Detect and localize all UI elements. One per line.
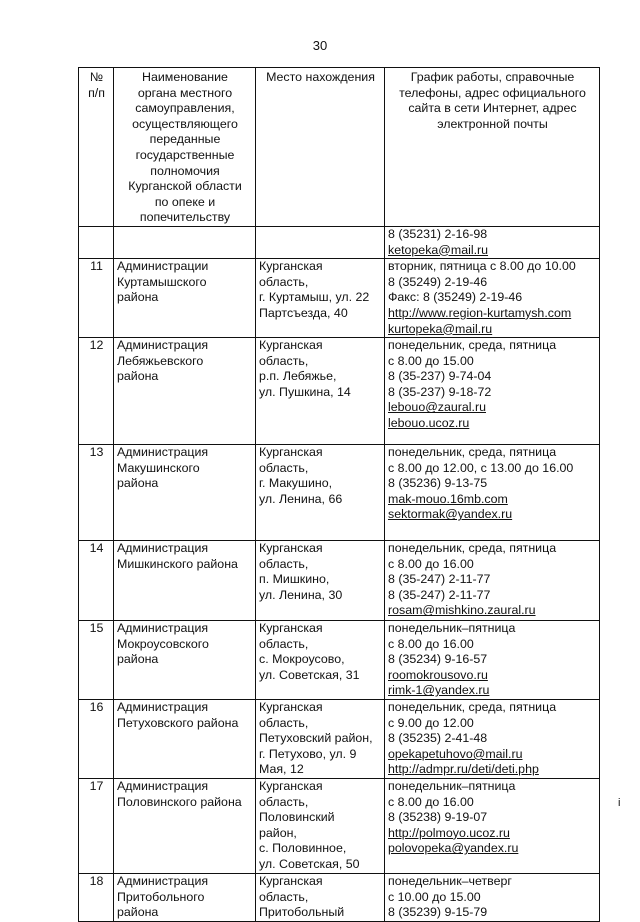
schedule-contacts-line: 8 (35236) 9-13-75	[388, 476, 488, 491]
header-line: переданные	[149, 132, 221, 147]
row-number: 17	[79, 779, 114, 874]
location-line: область,	[259, 889, 309, 904]
guardianship-authorities-table	[78, 67, 600, 922]
schedule-contacts-line: opekapetuhovo@mail.ru	[388, 746, 523, 761]
table-row	[79, 338, 600, 445]
authority-name-line: Петуховского района	[117, 715, 239, 730]
schedule-contacts-line: с 8.00 до 16.00	[388, 556, 474, 571]
location-line: г. Макушино,	[259, 476, 333, 491]
location-line: Курганская	[259, 874, 323, 889]
location-line: область,	[259, 274, 309, 289]
schedule-contacts-line: с 8.00 до 15.00	[388, 353, 474, 368]
schedule-contacts-line: понедельник–четверг	[388, 874, 512, 889]
header-line: полномочия	[150, 163, 220, 178]
table-row	[79, 779, 600, 874]
location-line: г. Петухово, ул. 9	[259, 746, 357, 761]
authority-name-line: Администрация	[117, 779, 209, 794]
location-line: Курганская	[259, 338, 323, 353]
row-number	[79, 226, 114, 258]
header-line: попечительству	[139, 210, 231, 225]
authority-name-line: Макушинского	[117, 460, 200, 475]
authority-name-line: Администрация	[117, 621, 209, 636]
schedule-contacts-line: mak-mouo.16mb.com	[388, 491, 508, 506]
location-cell	[256, 621, 385, 700]
header-number	[79, 68, 114, 227]
location-line: район,	[259, 825, 297, 840]
header-line: телефоны, адрес официального	[399, 85, 586, 100]
schedule-contacts-line: 8 (35-237) 9-18-72	[388, 384, 492, 399]
row-number: 18	[79, 874, 114, 922]
table-header-row	[79, 68, 600, 227]
schedule-contacts-line: http://polmoyo.ucoz.ru	[388, 825, 510, 840]
schedule-contacts-line: kurtopeka@mail.ru	[388, 321, 493, 336]
header-schedule-contacts	[385, 68, 600, 227]
location-line: Курганская	[259, 541, 323, 556]
schedule-contacts-line: 8 (35-237) 9-74-04	[388, 369, 492, 384]
authority-name-line: района	[117, 369, 159, 384]
schedule-contacts-line: 8 (35234) 9-16-57	[388, 652, 488, 667]
row-number: 14	[79, 541, 114, 621]
authority-name-line: Мишкинского района	[117, 556, 238, 571]
location-line: Притобольный	[259, 905, 345, 920]
header-line: осуществляющего	[132, 116, 238, 131]
location-line: Партсъезда, 40	[259, 305, 348, 320]
header-location	[256, 68, 385, 227]
schedule-contacts-cell	[385, 874, 600, 922]
location-line: область,	[259, 460, 309, 475]
schedule-contacts-line: http://www.region-kurtamysh.com	[388, 305, 572, 320]
header-line: №	[89, 70, 104, 84]
schedule-contacts-line: lebouo@zaural.ru	[388, 400, 486, 415]
location-line: п. Мишкино,	[259, 572, 330, 587]
schedule-contacts-cell	[385, 541, 600, 621]
location-line: область,	[259, 556, 309, 571]
schedule-contacts-line: с 8.00 до 12.00, с 13.00 до 16.00	[388, 460, 574, 475]
schedule-contacts-line: понедельник, среда, пятница	[388, 445, 557, 460]
schedule-contacts-line: с 8.00 до 16.00	[388, 636, 474, 651]
authority-name-line: Администрация	[117, 874, 209, 889]
location-line: ул. Пушкина, 14	[259, 384, 351, 399]
authority-name-cell	[114, 874, 256, 922]
authority-name-line: района	[117, 290, 159, 305]
schedule-contacts-line: с 8.00 до 16.00	[388, 794, 474, 809]
header-line: электронной почты	[437, 116, 548, 131]
authority-name-cell	[114, 259, 256, 338]
header-line: самоуправления,	[135, 101, 235, 116]
location-line: ул. Ленина, 30	[259, 587, 343, 602]
location-cell	[256, 226, 385, 258]
schedule-contacts-cell	[385, 259, 600, 338]
authority-name-cell	[114, 779, 256, 874]
location-line: область,	[259, 636, 309, 651]
location-cell	[256, 700, 385, 779]
schedule-contacts-line: 8 (35238) 9-19-07	[388, 810, 488, 825]
schedule-contacts-line: с 9.00 до 12.00	[388, 715, 474, 730]
schedule-contacts-line: rosam@mishkino.zaural.ru	[388, 603, 536, 618]
location-line: ул. Советская, 50	[259, 857, 360, 871]
location-line: область,	[259, 794, 309, 809]
header-line: Курганской области	[128, 179, 242, 194]
location-line: р.п. Лебяжье,	[259, 369, 337, 384]
authority-name-line: Администрация	[117, 445, 209, 460]
authority-name-line: Лебяжьевского	[117, 353, 204, 368]
schedule-contacts-line: 8 (35-247) 2-11-77	[388, 587, 491, 602]
location-line: Курганская	[259, 779, 323, 794]
authority-name-line: района	[117, 905, 159, 920]
row-number: 11	[79, 259, 114, 338]
schedule-contacts-cell	[385, 621, 600, 700]
stray-mark: i	[618, 797, 621, 809]
schedule-contacts-line: 8 (35231) 2-16-98	[388, 226, 488, 241]
table-row	[79, 226, 600, 258]
schedule-contacts-line: Факс: 8 (35249) 2-19-46	[388, 290, 523, 305]
authority-name-cell	[114, 226, 256, 258]
location-line: ул. Ленина, 66	[259, 491, 343, 506]
location-cell	[256, 338, 385, 445]
schedule-contacts-line: roomokrousovo.ru	[388, 667, 488, 682]
schedule-contacts-line: lebouo.ucoz.ru	[388, 416, 470, 431]
schedule-contacts-line: понедельник, среда, пятница	[388, 541, 557, 556]
location-line: Курганская	[259, 621, 323, 636]
table-row	[79, 874, 600, 922]
schedule-contacts-line: 8 (35-247) 2-11-77	[388, 572, 491, 587]
schedule-contacts-line: 8 (35235) 2-41-48	[388, 731, 488, 746]
table-row	[79, 259, 600, 338]
authority-name-line: Администрация	[117, 700, 209, 715]
location-line: область,	[259, 715, 309, 730]
schedule-contacts-line: ketopeka@mail.ru	[388, 242, 489, 257]
schedule-contacts-line: понедельник–пятница	[388, 779, 516, 794]
location-line: Курганская	[259, 259, 323, 274]
schedule-contacts-cell	[385, 445, 600, 541]
table-row	[79, 621, 600, 700]
schedule-contacts-line: 8 (35249) 2-19-46	[388, 274, 488, 289]
location-line: с. Мокроусово,	[259, 652, 345, 667]
authority-name-line: Администрации	[117, 259, 209, 274]
location-line: Половинский	[259, 810, 335, 825]
schedule-contacts-line: 8 (35239) 9-15-79	[388, 905, 488, 920]
authority-name-cell	[114, 445, 256, 541]
row-number: 13	[79, 445, 114, 541]
authority-name-cell	[114, 338, 256, 445]
authority-name-line: Мокроусовского	[117, 636, 209, 651]
schedule-contacts-line: sektormak@yandex.ru	[388, 507, 513, 522]
table-row	[79, 541, 600, 621]
header-line: государственные	[135, 147, 235, 162]
row-number: 16	[79, 700, 114, 779]
schedule-contacts-cell	[385, 226, 600, 258]
authority-name-cell	[114, 541, 256, 621]
header-line: п/п	[88, 85, 105, 100]
row-number: 12	[79, 338, 114, 445]
schedule-contacts-line: понедельник–пятница	[388, 621, 516, 636]
table-row	[79, 700, 600, 779]
header-line: Место нахождения	[266, 70, 375, 84]
table-row	[79, 445, 600, 541]
header-line: График работы, справочные	[410, 70, 575, 84]
location-line: г. Куртамыш, ул. 22	[259, 290, 370, 305]
location-line: Мая, 12	[259, 762, 304, 777]
schedule-contacts-cell	[385, 338, 600, 445]
authority-name-line: Администрация	[117, 338, 209, 353]
header-line: Наименование	[142, 70, 228, 84]
header-line: сайта в сети Интернет, адрес	[408, 101, 577, 116]
location-line: Курганская	[259, 445, 323, 460]
row-number: 15	[79, 621, 114, 700]
location-cell	[256, 541, 385, 621]
schedule-contacts-line: вторник, пятница с 8.00 до 10.00	[388, 259, 576, 274]
schedule-contacts-line: rimk-1@yandex.ru	[388, 683, 490, 698]
schedule-contacts-line: понедельник, среда, пятница	[388, 700, 557, 715]
location-cell	[256, 259, 385, 338]
schedule-contacts-line: понедельник, среда, пятница	[388, 338, 557, 353]
schedule-contacts-cell	[385, 700, 600, 779]
authority-name-line: района	[117, 652, 159, 667]
authority-name-line: Куртамышского	[117, 274, 207, 289]
location-line: с. Половинное,	[259, 841, 347, 856]
location-line: Петуховский район,	[259, 731, 373, 746]
location-cell	[256, 445, 385, 541]
authority-name-line: Администрация	[117, 541, 209, 556]
schedule-contacts-line: polovopeka@yandex.ru	[388, 841, 519, 856]
authority-name-line: Притобольного	[117, 889, 205, 904]
location-line: ул. Советская, 31	[259, 667, 360, 682]
page-number: 30	[312, 38, 328, 53]
location-line: Курганская	[259, 700, 323, 715]
schedule-contacts-cell	[385, 779, 600, 874]
schedule-contacts-line: с 10.00 до 15.00	[388, 889, 481, 904]
header-line: органа местного	[137, 85, 233, 100]
authority-name-cell	[114, 700, 256, 779]
header-authority-name	[114, 68, 256, 227]
location-line: область,	[259, 353, 309, 368]
location-cell	[256, 874, 385, 922]
authority-name-line: района	[117, 476, 159, 491]
header-line: по опеке и	[154, 194, 216, 209]
schedule-contacts-line: http://admpr.ru/deti/deti.php	[388, 762, 539, 777]
location-cell	[256, 779, 385, 874]
authority-name-cell	[114, 621, 256, 700]
authority-name-line: Половинского района	[117, 794, 242, 809]
